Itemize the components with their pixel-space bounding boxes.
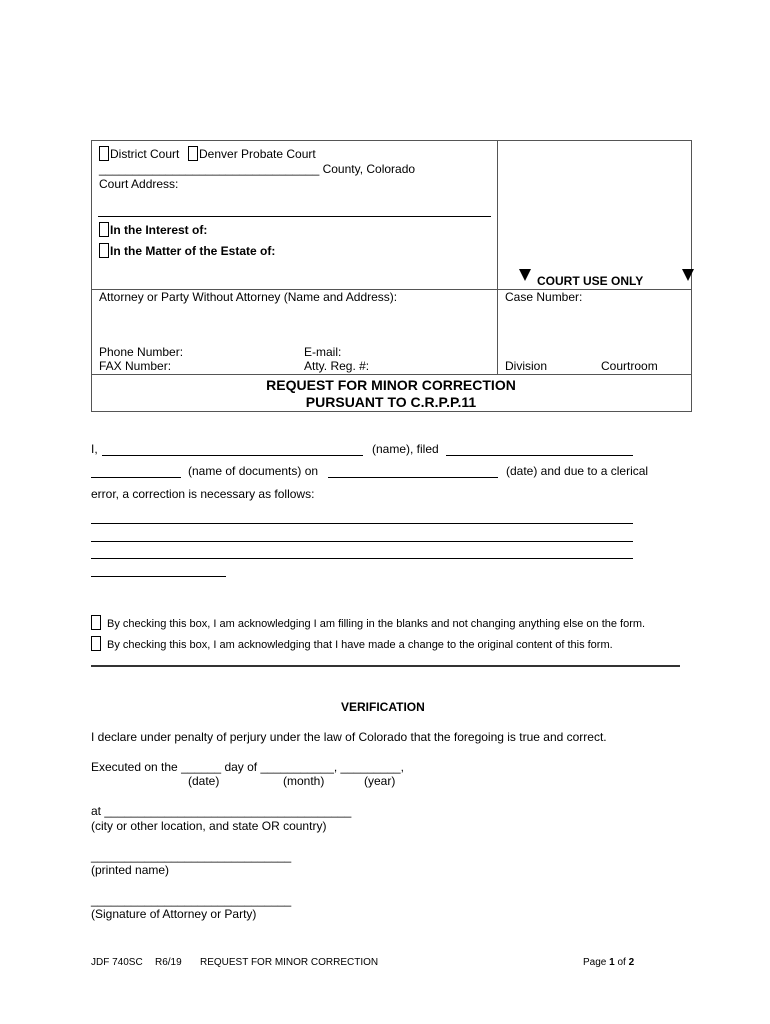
name-of-documents-label: (name of documents) on [188, 464, 319, 478]
footer-page-number [583, 957, 634, 968]
verification-heading: VERIFICATION [341, 700, 425, 714]
printed-name-caption: (printed name) [91, 863, 170, 877]
district-court-checkbox[interactable] [99, 146, 109, 161]
district-court-label: District Court [110, 147, 180, 161]
date-clerical-label: (date) and due to a clerical [506, 464, 649, 478]
estate-checkbox[interactable] [99, 243, 109, 258]
section-divider [91, 665, 680, 667]
phone-number-label: Phone Number: [99, 345, 184, 359]
name-filed-label: (name), filed [372, 442, 439, 456]
footer-form-id: JDF 740SC [91, 957, 143, 968]
denver-probate-court-option[interactable] [188, 146, 316, 161]
footer-form-name: REQUEST FOR MINOR CORRECTION [200, 957, 379, 968]
footer-page-current: 1 [609, 957, 615, 968]
denver-probate-court-checkbox[interactable] [188, 146, 198, 161]
name-input-line[interactable] [102, 455, 363, 456]
month-caption: (month) [283, 774, 325, 788]
signature-line[interactable]: ______________________________ [91, 893, 292, 907]
court-use-only-label: COURT USE ONLY [537, 274, 644, 288]
printed-name-line[interactable]: ______________________________ [91, 849, 292, 863]
year-caption: (year) [364, 774, 396, 788]
signature-caption: (Signature of Attorney or Party) [91, 907, 257, 921]
correction-line-3[interactable] [91, 558, 633, 559]
correction-line-2[interactable] [91, 541, 633, 542]
acknowledgement-1[interactable] [91, 615, 645, 630]
location-line[interactable]: at _____________________________________ [91, 804, 352, 818]
executed-line[interactable]: Executed on the ______ day of ___________, _________, [91, 760, 404, 774]
district-court-option[interactable] [99, 146, 179, 161]
footer-page-of: of [617, 957, 626, 968]
court-use-arrow-right-icon [682, 269, 694, 281]
verification-declaration: I declare under penalty of perjury under the law of Colorado that the foregoing is true and correct. [91, 730, 607, 744]
i-prefix: I, [91, 442, 98, 456]
filed-input-line[interactable] [446, 455, 633, 456]
division-label: Division [505, 359, 548, 373]
attorney-label: Attorney or Party Without Attorney (Name and Address): [99, 290, 398, 304]
footer-revision: R6/19 [155, 957, 182, 968]
caption-divider-title [91, 374, 691, 375]
court-use-arrow-left-icon [519, 269, 531, 281]
acknowledgement-2-checkbox[interactable] [91, 636, 101, 651]
acknowledgement-1-text: By checking this box, I am acknowledging I am filling in the blanks and not changing anything else on the form. [107, 618, 646, 630]
acknowledgement-1-checkbox[interactable] [91, 615, 101, 630]
court-address-label: Court Address: [99, 177, 179, 191]
date-caption: (date) [188, 774, 220, 788]
denver-probate-court-label: Denver Probate Court [199, 147, 316, 161]
footer-page-total: 2 [628, 957, 635, 968]
county-line[interactable]: _________________________________ County, Colorado [99, 162, 416, 176]
court-address-line[interactable] [98, 216, 491, 217]
caption-divider-vertical [497, 140, 498, 374]
estate-label: In the Matter of the Estate of: [110, 244, 276, 258]
acknowledgement-2[interactable] [91, 636, 613, 651]
case-number-label: Case Number: [505, 290, 583, 304]
documents-input-line[interactable] [91, 477, 181, 478]
location-caption: (city or other location, and state OR country) [91, 819, 327, 833]
footer-page-prefix: Page [583, 957, 607, 968]
email-label: E-mail: [304, 345, 342, 359]
fax-number-label: FAX Number: [99, 359, 172, 373]
error-line-text: error, a correction is necessary as follows: [91, 487, 315, 501]
form-title-line2: PURSUANT TO C.R.P.P.11 [305, 394, 477, 410]
correction-line-1[interactable] [91, 523, 633, 524]
in-the-interest-label: In the Interest of: [110, 223, 208, 237]
in-the-interest-checkbox[interactable] [99, 222, 109, 237]
courtroom-label: Courtroom [601, 359, 658, 373]
date-input-line[interactable] [328, 477, 498, 478]
in-the-interest-option[interactable] [99, 222, 207, 237]
estate-option[interactable] [99, 243, 275, 258]
atty-reg-label: Atty. Reg. #: [304, 359, 370, 373]
correction-line-4[interactable] [91, 576, 226, 577]
form-title-line1: REQUEST FOR MINOR CORRECTION [266, 377, 516, 393]
acknowledgement-2-text: By checking this box, I am acknowledging that I have made a change to the original content of this form. [107, 639, 613, 651]
